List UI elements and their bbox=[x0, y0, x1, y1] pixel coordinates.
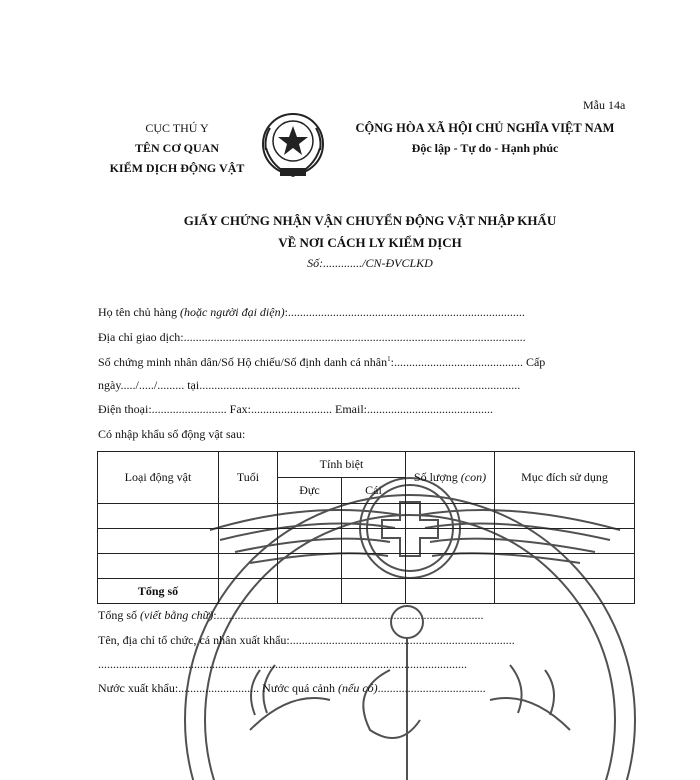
table-cell[interactable] bbox=[278, 579, 342, 604]
table-total-row bbox=[98, 579, 635, 604]
title-line2: VỀ NƠI CÁCH LY KIỂM DỊCH bbox=[278, 235, 462, 250]
country-field[interactable] bbox=[98, 681, 486, 696]
agency-line3: KIỂM DỊCH ĐỘNG VẬT bbox=[109, 161, 245, 175]
header-quantity bbox=[406, 452, 495, 504]
table-cell[interactable] bbox=[406, 529, 495, 554]
table-row bbox=[98, 529, 635, 554]
address-field[interactable]: Địa chỉ giao dịch:.................................................................................................................. bbox=[98, 330, 526, 344]
table-cell[interactable] bbox=[406, 579, 495, 604]
transit-dots: .................................... bbox=[377, 681, 486, 695]
transit-label: Nước quá cảnh bbox=[262, 681, 335, 695]
table-cell[interactable] bbox=[278, 529, 342, 554]
id-field[interactable] bbox=[98, 355, 545, 370]
table-cell[interactable] bbox=[278, 504, 342, 529]
national-emblem-icon bbox=[258, 108, 328, 184]
owner-note: (hoặc người đại diện) bbox=[179, 305, 285, 319]
header-quantity-unit: (con) bbox=[460, 470, 487, 484]
total-words-label: Tổng số bbox=[98, 608, 137, 622]
header-female: Cái bbox=[342, 478, 406, 504]
table-cell[interactable] bbox=[495, 554, 635, 579]
contact-field[interactable]: Điện thoại:......................... Fax:........................... Email:.......................................... bbox=[98, 402, 493, 416]
total-words-dots: :......................................................................................... bbox=[213, 608, 484, 622]
table-cell[interactable] bbox=[98, 554, 219, 579]
total-label: Tổng số bbox=[98, 579, 219, 604]
header-male: Đực bbox=[278, 478, 342, 504]
table-cell[interactable] bbox=[342, 529, 406, 554]
agency-line1: CỤC THÚ Y bbox=[145, 121, 209, 135]
table-cell[interactable] bbox=[219, 554, 278, 579]
header-animal-type: Loại động vật bbox=[98, 452, 219, 504]
header-purpose: Mục đích sử dụng bbox=[495, 452, 635, 504]
animal-table bbox=[97, 451, 635, 604]
table-cell[interactable] bbox=[342, 504, 406, 529]
total-words-note: (viết bằng chữ) bbox=[140, 608, 214, 622]
owner-label: Họ tên chủ hàng bbox=[98, 305, 177, 319]
table-cell[interactable] bbox=[98, 504, 219, 529]
export-country: Nước xuất khẩu:........................... bbox=[98, 681, 260, 695]
owner-field[interactable] bbox=[98, 305, 525, 320]
document-number: Số:............./CN-ĐVCLKD bbox=[307, 256, 433, 270]
nation-name: CỘNG HÒA XÃ HỘI CHỦ NGHĨA VIỆT NAM bbox=[355, 121, 615, 135]
header-sex: Tính biệt bbox=[278, 452, 406, 478]
agency-line2: TÊN CƠ QUAN bbox=[134, 141, 219, 155]
form-code: Mẫu 14a bbox=[583, 98, 626, 112]
owner-dots: :............................................................................... bbox=[284, 305, 525, 319]
exporter-continuation[interactable]: ........................................................................................................................... bbox=[98, 657, 467, 671]
agency-block bbox=[92, 118, 262, 178]
table-cell[interactable] bbox=[219, 529, 278, 554]
table-cell[interactable] bbox=[278, 554, 342, 579]
table-cell[interactable] bbox=[342, 554, 406, 579]
issue-date-field[interactable]: ngày...../...../......... tại........................................................................................................... bbox=[98, 378, 521, 392]
nation-motto: Độc lập - Tự do - Hạnh phúc bbox=[411, 141, 559, 155]
table-row bbox=[98, 554, 635, 579]
table-cell[interactable] bbox=[98, 529, 219, 554]
table-row bbox=[98, 504, 635, 529]
nation-block bbox=[330, 118, 640, 158]
import-intro: Có nhập khẩu số động vật sau: bbox=[98, 427, 246, 441]
table-cell[interactable] bbox=[495, 504, 635, 529]
transit-note: (nếu có) bbox=[338, 681, 378, 695]
header-quantity-label: Số lượng bbox=[413, 470, 458, 484]
table-cell[interactable] bbox=[342, 579, 406, 604]
document-title bbox=[100, 210, 640, 254]
table-cell[interactable] bbox=[219, 504, 278, 529]
id-label: Số chứng minh nhân dân/Số Hộ chiếu/Số định danh cá nhân bbox=[98, 355, 388, 369]
id-footnote-mark: 1 bbox=[387, 355, 391, 363]
id-dots: :........................................... Cấp bbox=[390, 355, 546, 369]
table-cell[interactable] bbox=[406, 504, 495, 529]
table-cell[interactable] bbox=[495, 529, 635, 554]
total-words-field[interactable] bbox=[98, 608, 484, 623]
table-cell[interactable] bbox=[406, 554, 495, 579]
header-age: Tuổi bbox=[219, 452, 278, 504]
table-cell[interactable] bbox=[219, 579, 278, 604]
table-cell[interactable] bbox=[495, 579, 635, 604]
exporter-field[interactable]: Tên, địa chỉ tổ chức, cá nhân xuất khẩu:........................................................................... bbox=[98, 633, 515, 647]
title-line1: GIẤY CHỨNG NHẬN VẬN CHUYỂN ĐỘNG VẬT NHẬP KHẨU bbox=[183, 213, 557, 228]
